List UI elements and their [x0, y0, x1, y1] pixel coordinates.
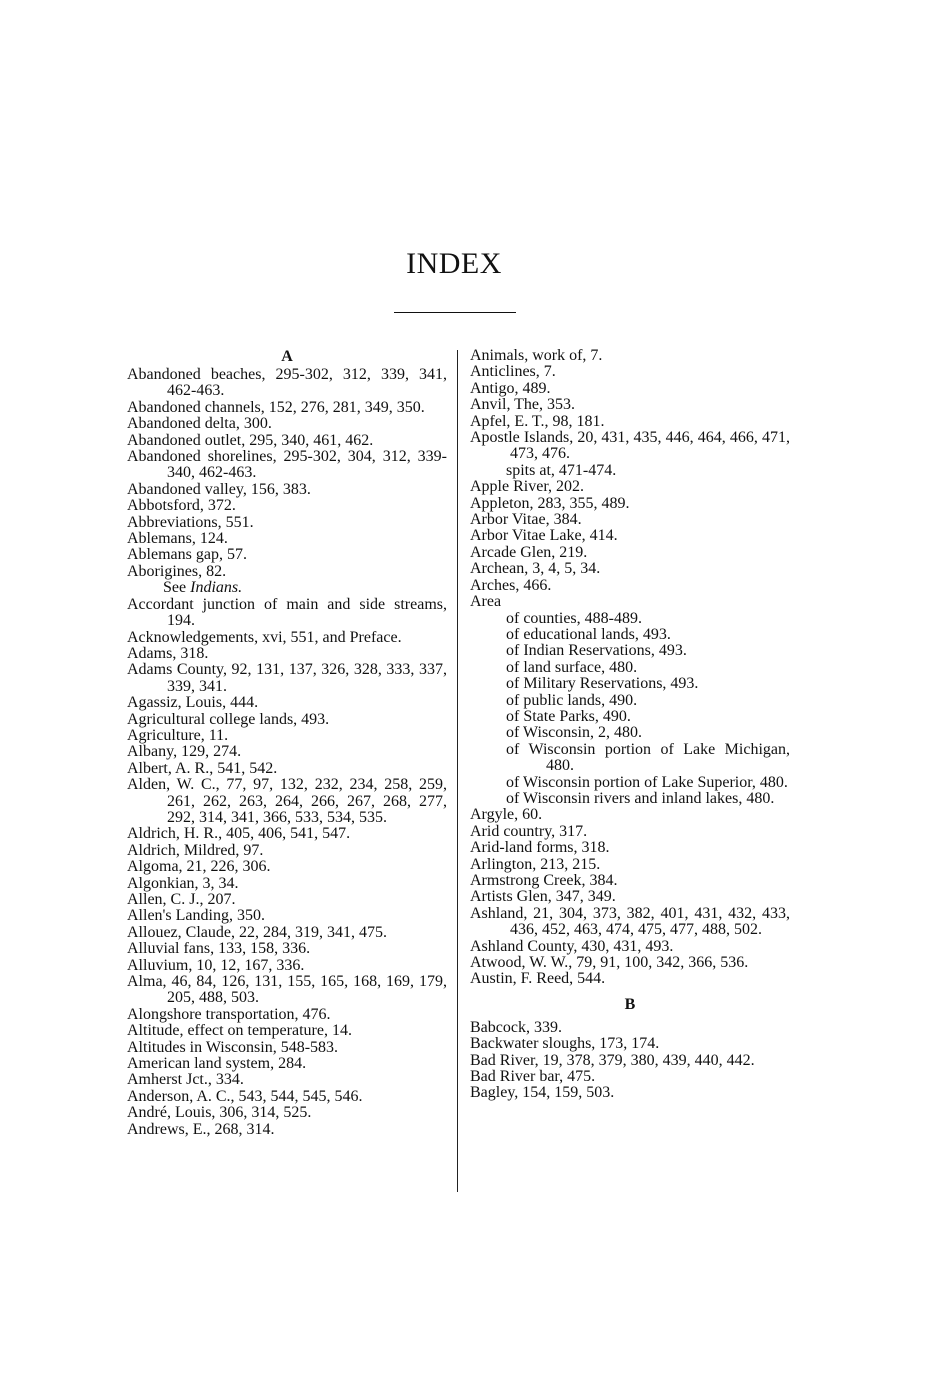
- index-see-reference: [127, 580, 447, 596]
- entry-list-a: [127, 367, 447, 1138]
- index-entry: Alma, 46, 84, 126, 131, 155, 165, 168, 169, 179, 205, 488, 503.: [127, 973, 447, 1007]
- index-subentry: of counties, 488-489.: [506, 609, 642, 627]
- index-entry: Aborigines, 82.: [127, 562, 227, 580]
- index-subentry: of Military Reservations, 493.: [506, 675, 699, 693]
- index-entry: Algoma, 21, 226, 306.: [127, 858, 271, 876]
- index-entry: Ablemans gap, 57.: [127, 546, 247, 564]
- index-entry: Arbor Vitae Lake, 414.: [470, 527, 618, 545]
- index-entry: Alden, W. C., 77, 97, 132, 232, 234, 258, 259, 261, 262, 263, 264, 266, 267, 268, 277, 292, 314, 341, 366, 533, 534, 535.: [127, 776, 447, 826]
- see-target: Indians.: [190, 579, 243, 597]
- index-entry: Anderson, A. C., 543, 544, 545, 546.: [127, 1087, 363, 1105]
- index-entry: Amherst Jct., 334.: [127, 1071, 244, 1089]
- index-entry: Agassiz, Louis, 444.: [127, 694, 259, 712]
- index-entry: Arid-land forms, 318.: [470, 839, 610, 857]
- index-entry: Adams County, 92, 131, 137, 326, 328, 333, 337, 339, 341.: [127, 661, 447, 695]
- index-entry: André, Louis, 306, 314, 525.: [127, 1104, 312, 1122]
- index-entry: Ashland, 21, 304, 373, 382, 401, 431, 432, 433, 436, 452, 463, 474, 475, 477, 488, 502.: [470, 904, 790, 939]
- index-entry: Arlington, 213, 215.: [470, 855, 601, 873]
- index-subentry: of Wisconsin portion of Lake Superior, 480.: [506, 773, 788, 791]
- index-entry: Arid country, 317.: [470, 822, 588, 840]
- index-subentry: of Indian Reservations, 493.: [506, 642, 687, 660]
- index-entry: Algonkian, 3, 34.: [127, 874, 239, 892]
- index-entry: Abbotsford, 372.: [127, 497, 236, 515]
- index-entry: Albany, 129, 274.: [127, 743, 242, 761]
- index-entry: Albert, A. R., 541, 542.: [127, 759, 278, 777]
- index-entry: Abbreviations, 551.: [127, 513, 254, 531]
- index-entry: Adams, 318.: [127, 644, 209, 662]
- see-prefix: See: [163, 579, 187, 597]
- column-divider: [457, 350, 458, 1192]
- index-entry: Allen, C. J., 207.: [127, 891, 236, 908]
- section-letter-a: A: [281, 348, 293, 365]
- index-entry: Ashland County, 430, 431, 493.: [470, 937, 674, 955]
- index-entry: Appleton, 283, 355, 489.: [470, 494, 630, 512]
- index-entry: Aldrich, Mildred, 97.: [127, 841, 264, 859]
- index-subentry: of State Parks, 490.: [506, 707, 631, 725]
- index-entry: Anticlines, 7.: [470, 363, 556, 381]
- index-subentry: of Wisconsin, 2, 480.: [506, 724, 642, 742]
- index-entry: Artists Glen, 347, 349.: [470, 888, 616, 906]
- index-entry: Arcade Glen, 219.: [470, 543, 588, 561]
- section-letter-b: B: [624, 995, 636, 1013]
- index-entry: American land system, 284.: [127, 1055, 307, 1073]
- index-entry: Apfel, E. T., 98, 181.: [470, 412, 605, 430]
- index-entry: Anvil, The, 353.: [470, 396, 576, 414]
- index-entry: Alluvial fans, 133, 158, 336.: [127, 940, 311, 958]
- index-entry: Animals, work of, 7.: [470, 347, 603, 364]
- index-entry: Ablemans, 124.: [127, 530, 228, 548]
- title-rule: [394, 312, 516, 313]
- index-entry: Alongshore transportation, 476.: [127, 1005, 331, 1023]
- index-entry: Apple River, 202.: [470, 478, 585, 496]
- index-entry: Bad River bar, 475.: [470, 1068, 596, 1086]
- index-entry: Arbor Vitae, 384.: [470, 511, 582, 529]
- index-entry: Abandoned outlet, 295, 340, 461, 462.: [127, 431, 374, 449]
- index-column-right: [470, 348, 790, 1102]
- index-entry: Bagley, 154, 159, 503.: [470, 1084, 615, 1102]
- index-entry: Acknowledgements, xvi, 551, and Preface.: [127, 628, 402, 646]
- index-entry: Altitude, effect on temperature, 14.: [127, 1022, 352, 1040]
- index-entry: Abandoned valley, 156, 383.: [127, 480, 311, 498]
- index-entry: Alluvium, 10, 12, 167, 336.: [127, 956, 305, 974]
- index-entry: Abandoned beaches, 295-302, 312, 339, 341, 462-463.: [127, 366, 447, 400]
- index-entry: Armstrong Creek, 384.: [470, 872, 618, 889]
- index-subentry: of Wisconsin rivers and inland lakes, 480.: [506, 789, 775, 807]
- page-title: INDEX: [406, 247, 502, 280]
- index-entry: Agriculture, 11.: [127, 726, 229, 744]
- index-entry: Allouez, Claude, 22, 284, 319, 341, 475.: [127, 923, 387, 941]
- index-entry: Abandoned channels, 152, 276, 281, 349, 350.: [127, 398, 425, 416]
- index-entry: Agricultural college lands, 493.: [127, 710, 330, 728]
- index-subentry: of public lands, 490.: [506, 691, 638, 709]
- index-entry: Arches, 466.: [470, 576, 552, 594]
- entry-list-a-continued: [470, 348, 790, 988]
- index-entry: Area: [470, 593, 502, 611]
- index-entry: Abandoned shorelines, 295-302, 304, 312, 339-340, 462-463.: [127, 448, 447, 482]
- index-entry: Austin, F. Reed, 544.: [470, 970, 606, 988]
- index-entry: Altitudes in Wisconsin, 548-583.: [127, 1038, 339, 1056]
- index-subentry: of educational lands, 493.: [506, 625, 671, 643]
- index-entry: Atwood, W. W., 79, 91, 100, 342, 366, 536.: [470, 954, 749, 972]
- index-entry: Argyle, 60.: [470, 806, 543, 824]
- index-entry: Antigo, 489.: [470, 379, 551, 397]
- index-entry: Babcock, 339.: [470, 1018, 562, 1036]
- index-entry: Aldrich, H. R., 405, 406, 541, 547.: [127, 825, 351, 843]
- index-entry: Archean, 3, 4, 5, 34.: [470, 560, 601, 578]
- index-subentry: of Wisconsin portion of Lake Michigan, 480.: [506, 740, 790, 775]
- index-subentry: spits at, 471-474.: [506, 461, 617, 479]
- index-column-left: [127, 348, 447, 1138]
- index-entry: Apostle Islands, 20, 431, 435, 446, 464, 466, 471, 473, 476.: [470, 429, 790, 463]
- index-entry: Allen's Landing, 350.: [127, 907, 265, 925]
- index-entry: Andrews, E., 268, 314.: [127, 1120, 275, 1138]
- index-entry: Backwater sloughs, 173, 174.: [470, 1035, 660, 1053]
- entry-list-b: [470, 1020, 790, 1102]
- index-entry: Accordant junction of main and side streams, 194.: [127, 595, 447, 630]
- index-entry: Abandoned delta, 300.: [127, 415, 272, 433]
- index-entry: Bad River, 19, 378, 379, 380, 439, 440, 442.: [470, 1051, 755, 1069]
- index-subentry: of land surface, 480.: [506, 658, 638, 676]
